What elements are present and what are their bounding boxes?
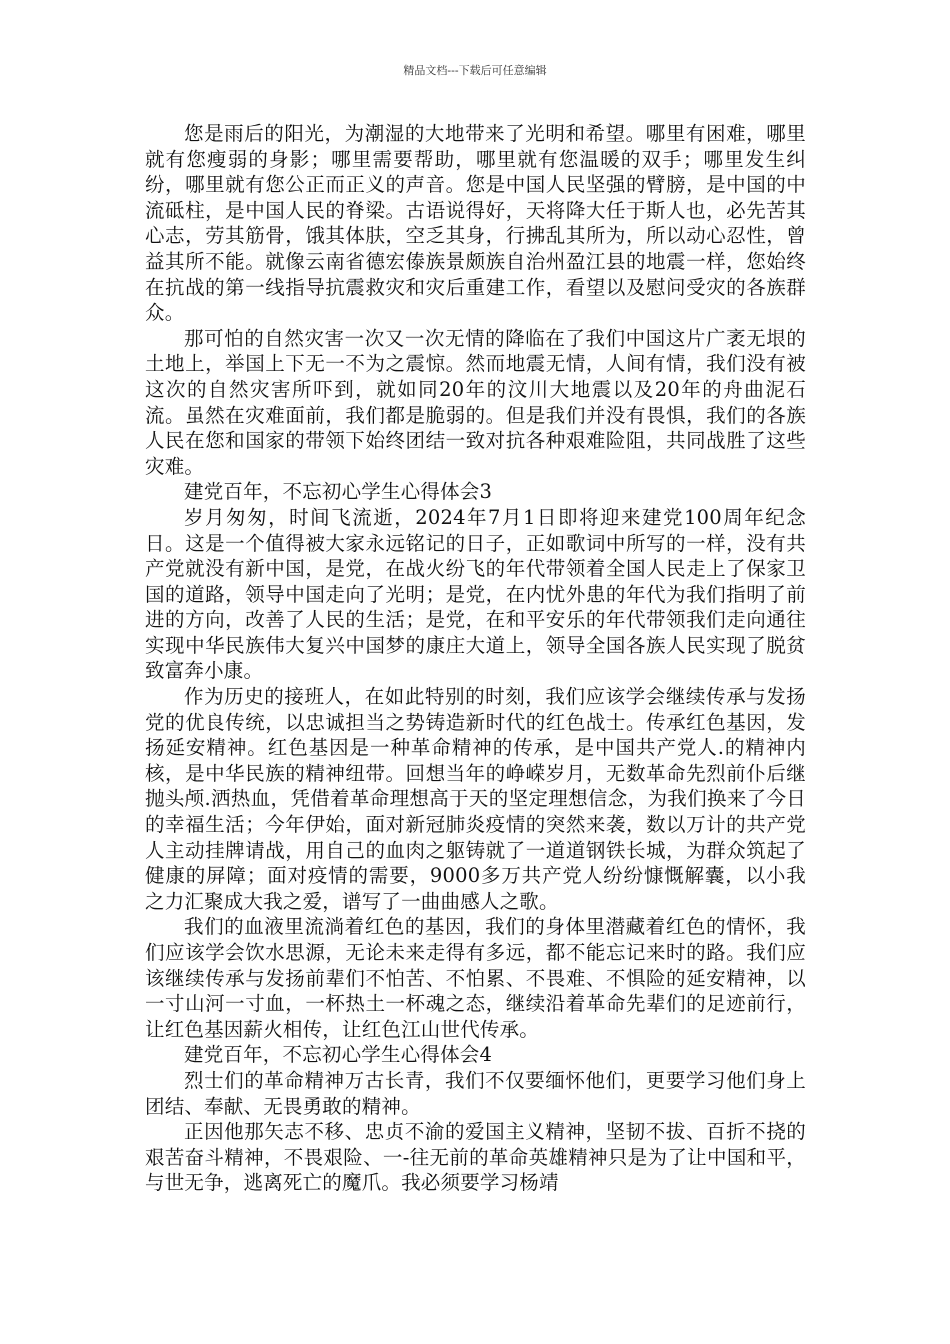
paragraph: 正因他那矢志不移、忠贞不渝的爱国主义精神，坚韧不拔、百折不挠的艰苦奋斗精神，不畏艰险、一-往无前的革命英雄精神只是为了让中国和平，与世无争，逃离死亡的魔爪。我必须要学习杨靖 <box>145 1120 806 1195</box>
paragraph: 您是雨后的阳光，为潮湿的大地带来了光明和希望。哪里有困难，哪里就有您瘦弱的身影；哪里需要帮助，哪里就有您温暖的双手；哪里发生纠纷，哪里就有您公正而正义的声音。您是中国人民坚强的臂膀，是中国的中流砥柱，是中国人民的脊梁。古语说得好，天将降大任于斯人也，必先苦其心志，劳其筋骨，饿其体肤，空乏其身，行拂乱其所为，所以动心忍性，曾益其所不能。就像云南省德宏傣族景颇族自治州盈江县的地震一样，您始终在抗战的第一线指导抗震救灾和灾后重建工作，看望以及慰问受灾的各族群众。 <box>145 122 806 325</box>
paragraph: 我们的血液里流淌着红色的基因，我们的身体里潜藏着红色的情怀，我们应该学会饮水思源，无论未来走得有多远，都不能忘记来时的路。我们应该继续传承与发扬前辈们不怕苦、不怕累、不畏难、不惧险的延安精神，以一寸山河一寸血，一杯热土一杯魂之态，继续沿着革命先辈们的足迹前行，让红色基因薪火相传，让红色江山世代传承。 <box>145 915 806 1041</box>
paragraph: 作为历史的接班人，在如此特别的时刻，我们应该学会继续传承与发扬党的优良传统，以忠诚担当之势铸造新时代的红色战士。传承红色基因，发扬延安精神。红色基因是一种革命精神的传承，是中国共产党人.的精神内核，是中华民族的精神纽带。回想当年的峥嵘岁月，无数革命先烈前仆后继抛头颅.洒热血，凭借着革命理想高于天的坚定理想信念，为我们换来了今日的幸福生活；今年伊始，面对新冠肺炎疫情的突然来袭，数以万计的共产党人主动挂牌请战，用自己的血肉之躯铸就了一道道钢铁长城，为群众筑起了健康的屏障；面对疫情的需要，9000多万共产党人纷纷慷慨解囊，以小我之力汇聚成大我之爱，谱写了一曲曲感人之歌。 <box>145 685 806 913</box>
paragraph: 那可怕的自然灾害一次又一次无情的降临在了我们中国这片广袤无垠的土地上，举国上下无一不为之震惊。然而地震无情，人间有情，我们没有被这次的自然灾害所吓到，就如同20年的汶川大地震以及20年的舟曲泥石流。虽然在灾难面前，我们都是脆弱的。但是我们并没有畏惧，我们的各族人民在您和国家的带领下始终团结一致对抗各种艰难险阻，共同战胜了这些灾难。 <box>145 326 806 478</box>
page-header: 精品文档---下载后可任意编辑 <box>403 64 547 77</box>
document-body <box>145 121 806 1196</box>
section-heading: 建党百年，不忘初心学生心得体会3 <box>184 480 493 504</box>
section-heading: 建党百年，不忘初心学生心得体会4 <box>184 1043 493 1067</box>
paragraph: 岁月匆匆，时间飞流逝，2024年7月1日即将迎来建党100周年纪念日。这是一个值得被大家永远铭记的日子，正如歌词中所写的一样，没有共产党就没有新中国，是党，在战火纷飞的年代带领着全国人民走上了保家卫国的道路，领导中国走向了光明；是党，在内忧外患的年代为我们指明了前进的方向，改善了人民的生活；是党，在和平安乐的年代带领我们走向通往实现中华民族伟大复兴中国梦的康庄大道上，领导全国各族人民实现了脱贫致富奔小康。 <box>145 505 806 683</box>
paragraph: 烈士们的革命精神万古长青，我们不仅要缅怀他们，更要学习他们身上团结、奉献、无畏勇敢的精神。 <box>145 1068 806 1118</box>
